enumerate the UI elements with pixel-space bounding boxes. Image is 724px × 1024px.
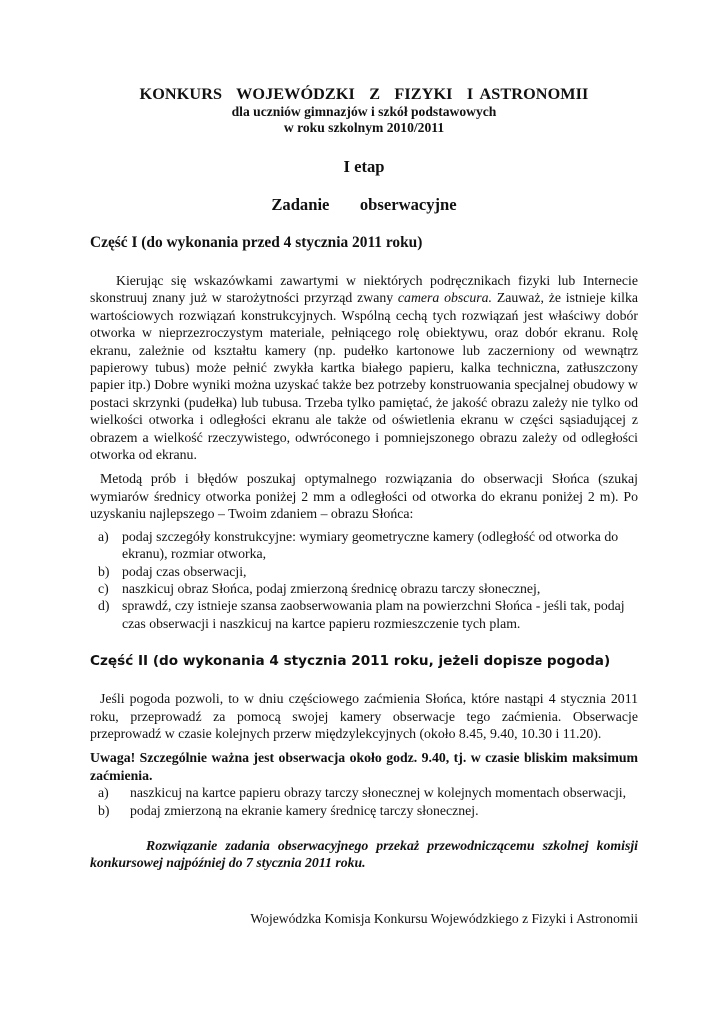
- part2-paragraph-1: Jeśli pogoda pozwoli, to w dniu częściowego zaćmienia Słońca, które nastąpi 4 stycznia 2011 roku, przeprowadź za pomocą swojej kamery obserwacje tego zaćmienia. Obserwacje przeprowadź w czasie kolejnych przerw międzylekcyjnych (około 8.45, 9.40, 10.30 i 11.20).: [90, 691, 638, 741]
- list-item-text: naszkicuj na kartce papieru obrazy tarczy słonecznej w kolejnych momentach obserwacji,: [130, 785, 627, 801]
- part2-heading: Część II (do wykonania 4 stycznia 2011 roku, jeżeli dopisze pogoda): [90, 653, 611, 670]
- stage-heading: I etap: [343, 157, 385, 176]
- part1-paragraph-1-end: Zauważ, że istnieje kilka wartościowych rozwiązań konstrukcyjnych. Wspólną cechą tych rozwiązań jest właściwy dobór otworka w nieprzezroczystym materiale, pełniącego rolę obiektywu, oraz dobór ekranu. Rolę ekranu, zależnie od kształtu kamery (np. pudełko kartonowe lub zaczerniony od wewnątrz papierowy tubus) może pełnić zwykła kartka białego papieru, kalka techniczna, zatłuszczony papier itp.) Dobre wyniki można uzyskać także bez potrzeby konstruowania specjalnej obudowy w postaci skrzynki (pudełka) lub tubusa. Trzeba tylko pamiętać, że jakość obrazu zależy nie tylko od wielkości otworka i odległości ekranu ale także od oświetlenia ekranu w części sąsiadującej z obrazem a wielkość rzeczywistego, odwróconego i pomniejszonego obrazu zależy od odległości otworka od ekranu.: [90, 290, 639, 463]
- task-heading: Zadanie obserwacyjne: [271, 195, 457, 214]
- signature: Wojewódzka Komisja Konkursu Wojewódzkiego z Fizyki i Astronomii: [250, 910, 638, 926]
- closing-instruction: Rozwiązanie zadania obserwacyjnego przekaż przewodniczącemu szkolnej komisji konkursowej najpóźniej do 7 stycznia 2011 roku.: [90, 837, 638, 871]
- list-marker: a): [98, 785, 109, 801]
- list-item-text: podaj szczegóły konstrukcyjne: wymiary geometryczne kamery (odległość od otworka do ekranu), rozmiar otworka,: [122, 528, 619, 562]
- warning-note: Uwaga! Szczególnie ważna jest obserwacja około godz. 9.40, tj. w czasie bliskim maksimum zaćmienia.: [90, 750, 638, 783]
- list-marker: c): [98, 580, 109, 596]
- document-subtitle-year: w roku szkolnym 2010/2011: [283, 120, 445, 135]
- part1-paragraph-2: Metodą prób i błędów poszukaj optymalnego rozwiązania do obserwacji Słońca (szukaj wymiarów średnicy otworka poniżej 2 mm a odległości od otworka do ekranu poniżej 2 m). Po uzyskaniu najlepszego – Twoim zdaniem – obrazu Słońca:: [90, 471, 638, 522]
- list-item: [90, 784, 638, 801]
- list-marker: b): [98, 802, 110, 818]
- list-marker: b): [98, 563, 110, 579]
- list-item: [90, 580, 638, 597]
- list-marker: d): [98, 598, 110, 614]
- part2-task-list: [90, 784, 638, 819]
- list-item: [90, 563, 638, 580]
- list-marker: a): [98, 528, 109, 544]
- list-item: [90, 528, 638, 563]
- camera-obscura-term: camera obscura.: [397, 290, 493, 306]
- part1-task-list: [90, 528, 638, 632]
- document-page: [90, 84, 638, 927]
- part1-paragraph-1: [90, 272, 638, 463]
- document-subtitle-audience: dla uczniów gimnazjów i szkół podstawowych: [231, 104, 497, 119]
- list-item-text: naszkicuj obraz Słońca, podaj zmierzoną średnicę obrazu tarczy słonecznej,: [122, 580, 541, 596]
- part1-paragraph-1-start: Kierując się wskazówkami zawartymi w niektórych podręcznikach fizyki lub Internecie skonstruuj znany już w starożytności przyrząd zwany: [90, 273, 638, 306]
- list-item: [90, 802, 638, 819]
- list-item: [90, 597, 638, 632]
- list-item-text: sprawdź, czy istnieje szansa zaobserwowania plam na powierzchni Słońca - jeśli tak, podaj czas obserwacji i naszkicuj na kartce papieru rozmieszczenie tych plam.: [122, 598, 625, 631]
- part1-heading: Część I (do wykonania przed 4 stycznia 2011 roku): [90, 234, 423, 251]
- list-item-text: podaj czas obserwacji,: [122, 563, 247, 579]
- document-title: KONKURS WOJEWÓDZKI Z FIZYKI I ASTRONOMII: [139, 85, 589, 103]
- list-item-text: podaj zmierzoną na ekranie kamery średnicę tarczy słonecznej.: [130, 802, 479, 818]
